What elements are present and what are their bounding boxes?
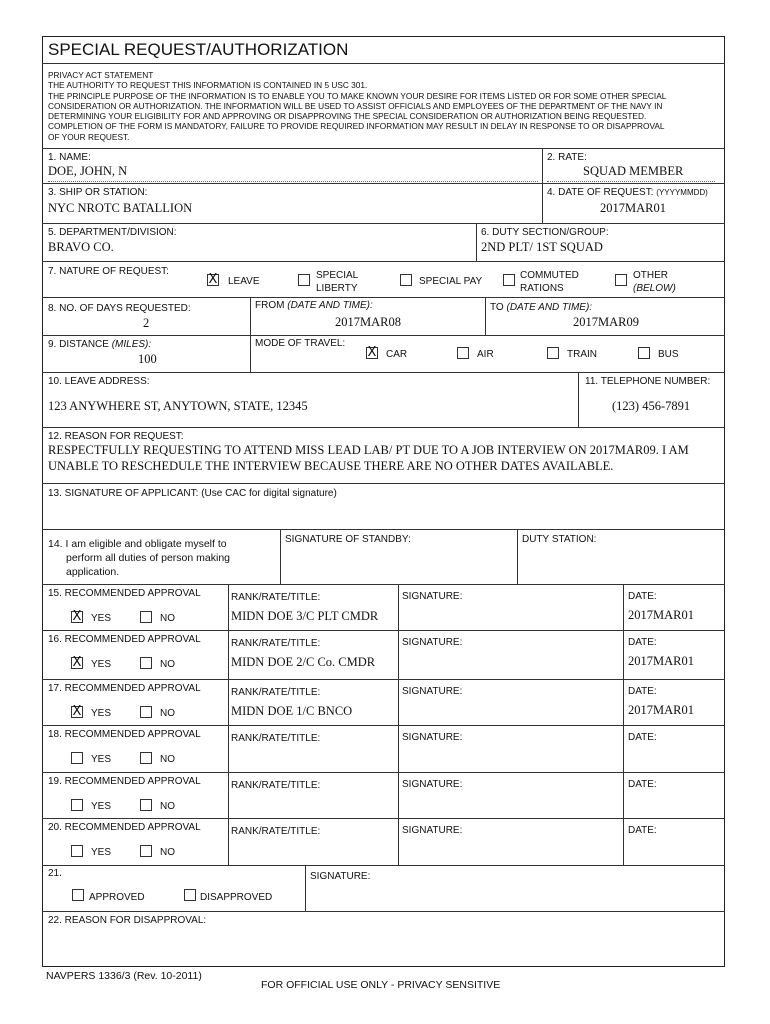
no-option: NO: [160, 659, 175, 670]
divider: [305, 865, 306, 911]
other-checkbox[interactable]: [615, 274, 627, 286]
privacy-heading: PRIVACY ACT STATEMENT: [48, 70, 154, 80]
car-option: CAR: [386, 349, 408, 360]
recommended-approval-label: 19. RECOMMENDED APPROVAL: [48, 776, 201, 787]
signature-label: SIGNATURE:: [402, 825, 463, 836]
special-pay-checkbox[interactable]: [400, 274, 412, 286]
distance-hint: (MILES):: [111, 339, 152, 350]
reason-field-line-2[interactable]: UNABLE TO RESCHEDULE THE INTERVIEW BECAUSE THERE ARE NO OTHER DATES AVAILABLE.: [48, 459, 614, 473]
divider: [42, 483, 725, 484]
mode-of-travel-label: MODE OF TRAVEL:: [255, 338, 346, 349]
approval-date-field[interactable]: 2017MAR01: [628, 608, 694, 622]
divider: [398, 584, 399, 630]
special-liberty-checkbox[interactable]: [298, 274, 310, 286]
to-label-text: TO: [490, 302, 504, 313]
divider: [476, 223, 477, 261]
signature-label: SIGNATURE:: [402, 686, 463, 697]
divider: [42, 529, 725, 530]
telephone-field[interactable]: (123) 456-7891: [612, 399, 691, 413]
divider: [42, 865, 725, 866]
reason-field-line-1[interactable]: RESPECTFULLY REQUESTING TO ATTEND MISS LEAD LAB/ PT DUE TO A JOB INTERVIEW ON 2017MAR09. I AM: [48, 443, 689, 457]
yes-checkbox[interactable]: [71, 799, 83, 811]
yes-option: YES: [91, 847, 112, 858]
final-signature-label: SIGNATURE:: [310, 871, 371, 882]
bus-checkbox[interactable]: [638, 347, 650, 359]
disapproval-reason-label: 22. REASON FOR DISAPPROVAL:: [48, 915, 207, 926]
leave-option: LEAVE: [228, 276, 260, 287]
no-option: NO: [160, 754, 175, 765]
to-hint: (DATE AND TIME):: [506, 302, 593, 313]
recommended-approval-label: 17. RECOMMENDED APPROVAL: [48, 683, 201, 694]
special-liberty-option: LIBERTY: [316, 283, 358, 294]
to-label: [490, 302, 592, 314]
no-checkbox[interactable]: [140, 611, 152, 623]
divider: [398, 679, 399, 725]
divider: [623, 818, 624, 865]
divider: [42, 261, 725, 262]
car-checkbox[interactable]: X: [367, 345, 377, 360]
divider: [42, 63, 725, 64]
standby-signature-label: SIGNATURE OF STANDBY:: [285, 534, 411, 545]
rank-rate-title-label: RANK/RATE/TITLE:: [231, 733, 321, 744]
from-label: [255, 300, 373, 312]
days-requested-field[interactable]: 2: [143, 316, 150, 330]
form-number: NAVPERS 1336/3 (Rev. 10-2011): [46, 970, 202, 982]
rank-rate-title-field[interactable]: MIDN DOE 1/C BNCO: [231, 704, 353, 718]
no-option: NO: [160, 847, 175, 858]
rank-rate-title-label: RANK/RATE/TITLE:: [231, 780, 321, 791]
approval-date-field[interactable]: 2017MAR01: [628, 654, 694, 668]
duty-station-label: DUTY STATION:: [522, 534, 597, 545]
divider: [485, 297, 486, 335]
leave-checkbox[interactable]: X: [208, 272, 218, 287]
eligibility-statement: perform all duties of person making: [66, 552, 230, 564]
no-checkbox[interactable]: [140, 845, 152, 857]
approved-option: APPROVED: [89, 892, 145, 903]
rate-field[interactable]: SQUAD MEMBER: [583, 164, 684, 178]
divider: [228, 818, 229, 865]
yes-option: YES: [91, 708, 112, 719]
no-checkbox[interactable]: [140, 706, 152, 718]
divider: [398, 725, 399, 772]
privacy-line: COMPLETION OF THE FORM IS MANDATORY, FAILURE TO PROVIDE REQUIRED INFORMATION MAY RESULT IN DELAY IN RESPONSE TO OR DISAPPROVAL: [48, 121, 665, 132]
ship-field[interactable]: NYC NROTC BATALLION: [48, 201, 193, 215]
date-label: DATE:: [628, 591, 657, 602]
commuted-rations-option: COMMUTED: [520, 270, 579, 281]
distance-field[interactable]: 100: [138, 352, 157, 366]
rate-label: 2. RATE:: [547, 152, 587, 163]
no-option: NO: [160, 801, 175, 812]
distance-label: [48, 339, 151, 351]
disapproved-checkbox[interactable]: [184, 889, 196, 901]
divider: [578, 372, 579, 427]
divider: [623, 725, 624, 772]
duty-section-field[interactable]: 2ND PLT/ 1ST SQUAD: [481, 240, 603, 254]
divider: [623, 630, 624, 679]
divider: [280, 529, 281, 585]
reason-label: 12. REASON FOR REQUEST:: [48, 431, 184, 442]
train-option: TRAIN: [567, 349, 597, 360]
commuted-rations-option: RATIONS: [520, 283, 564, 294]
signature-label: SIGNATURE:: [402, 637, 463, 648]
department-label: 5. DEPARTMENT/DIVISION:: [48, 227, 177, 238]
department-field[interactable]: BRAVO CO.: [48, 240, 114, 254]
leave-address-label: 10. LEAVE ADDRESS:: [48, 376, 150, 387]
from-date-field[interactable]: 2017MAR08: [335, 315, 401, 329]
to-date-field[interactable]: 2017MAR09: [573, 315, 639, 329]
train-checkbox[interactable]: [547, 347, 559, 359]
date-label: DATE:: [628, 825, 657, 836]
divider: [228, 679, 229, 725]
divider: [228, 584, 229, 630]
divider: [42, 223, 725, 224]
eligibility-statement: 14. I am eligible and obligate myself to: [48, 538, 227, 550]
other-option: OTHER: [633, 270, 668, 281]
divider: [228, 630, 229, 679]
yes-option: YES: [91, 659, 112, 670]
date-format-hint: (YYYYMMDD): [656, 188, 708, 197]
telephone-label: 11. TELEPHONE NUMBER:: [585, 376, 711, 387]
yes-checkbox[interactable]: X: [72, 704, 82, 719]
no-option: NO: [160, 708, 175, 719]
bus-option: BUS: [658, 349, 679, 360]
from-label-text: FROM: [255, 300, 285, 311]
divider: [398, 772, 399, 818]
rank-rate-title-label: RANK/RATE/TITLE:: [231, 826, 321, 837]
divider: [42, 372, 725, 373]
days-requested-label: 8. NO. OF DAYS REQUESTED:: [48, 303, 191, 314]
applicant-signature-label: 13. SIGNATURE OF APPLICANT: (Use CAC for digital signature): [48, 488, 337, 499]
ship-label: 3. SHIP OR STATION:: [48, 187, 148, 198]
privacy-line: OF YOUR REQUEST.: [48, 131, 130, 142]
rank-rate-title-label: RANK/RATE/TITLE:: [231, 638, 321, 649]
leave-address-field[interactable]: 123 ANYWHERE ST, ANYTOWN, STATE, 12345: [48, 399, 308, 413]
other-option: (BELOW): [633, 283, 676, 294]
recommended-approval-label: 16. RECOMMENDED APPROVAL: [48, 634, 201, 645]
duty-section-label: 6. DUTY SECTION/GROUP:: [481, 227, 609, 238]
privacy-line: CONSIDERATION OR AUTHORIZATION. THE INFORMATION WILL BE USED TO ASSIST OFFICIALS AND EMPLOYEES OF THE DEPARTMENT OF THE NAVY IN: [48, 100, 663, 111]
rank-rate-title-label: RANK/RATE/TITLE:: [231, 687, 321, 698]
distance-label-text: 9. DISTANCE: [48, 339, 109, 350]
divider: [42, 911, 725, 912]
divider: [42, 148, 725, 149]
date-of-request-field[interactable]: 2017MAR01: [600, 201, 666, 215]
air-option: AIR: [477, 349, 494, 360]
underline: [48, 181, 538, 182]
eligibility-statement: application.: [66, 566, 120, 578]
privacy-line: DETERMINING YOUR ELIGIBILITY FOR AND APPROVING OR DISAPPROVING THE SPECIAL CONSIDERATION OR AUTHORIZATION BEING REQUESTED.: [48, 111, 647, 122]
underline: [547, 181, 715, 182]
date-label: DATE:: [628, 686, 657, 697]
rank-rate-title-field[interactable]: MIDN DOE 3/C PLT CMDR: [231, 609, 379, 623]
divider: [228, 725, 229, 772]
divider: [42, 427, 725, 428]
name-label: 1. NAME:: [48, 152, 91, 163]
signature-label: SIGNATURE:: [402, 779, 463, 790]
yes-checkbox[interactable]: [71, 845, 83, 857]
yes-option: YES: [91, 613, 112, 624]
from-hint: (DATE AND TIME):: [287, 300, 373, 311]
divider: [623, 679, 624, 725]
recommended-approval-label: 20. RECOMMENDED APPROVAL: [48, 822, 201, 833]
divider: [42, 335, 725, 336]
no-option: NO: [160, 613, 175, 624]
recommended-approval-label: 18. RECOMMENDED APPROVAL: [48, 729, 201, 740]
no-checkbox[interactable]: [140, 657, 152, 669]
divider: [623, 772, 624, 818]
air-checkbox[interactable]: [457, 347, 469, 359]
form-title: SPECIAL REQUEST/AUTHORIZATION: [48, 40, 349, 59]
divider: [623, 584, 624, 630]
rank-rate-title-label: RANK/RATE/TITLE:: [231, 592, 321, 603]
divider: [42, 183, 725, 184]
special-pay-option: SPECIAL PAY: [419, 276, 483, 287]
approved-checkbox[interactable]: [72, 889, 84, 901]
date-label: DATE:: [628, 637, 657, 648]
divider: [398, 818, 399, 865]
divider: [228, 772, 229, 818]
divider: [250, 335, 251, 372]
divider: [542, 148, 543, 183]
yes-checkbox[interactable]: X: [72, 609, 82, 624]
yes-checkbox[interactable]: X: [72, 655, 82, 670]
recommended-approval-label: 15. RECOMMENDED APPROVAL: [48, 588, 201, 599]
name-field[interactable]: DOE, JOHN, N: [48, 164, 128, 178]
date-label: DATE:: [628, 779, 657, 790]
yes-checkbox[interactable]: [71, 752, 83, 764]
privacy-act-statement: [48, 70, 718, 142]
nature-label: 7. NATURE OF REQUEST:: [48, 266, 169, 277]
rank-rate-title-field[interactable]: MIDN DOE 2/C Co. CMDR: [231, 655, 376, 669]
signature-label: SIGNATURE:: [402, 591, 463, 602]
divider: [517, 529, 518, 585]
no-checkbox[interactable]: [140, 752, 152, 764]
privacy-line: THE AUTHORITY TO REQUEST THIS INFORMATION IS CONTAINED IN 5 USC 301.: [48, 80, 368, 91]
special-liberty-option: SPECIAL: [316, 270, 359, 281]
yes-option: YES: [91, 801, 112, 812]
privacy-notice: FOR OFFICIAL USE ONLY - PRIVACY SENSITIVE: [261, 979, 501, 991]
disapproved-option: DISAPPROVED: [200, 892, 273, 903]
date-of-request-label: [547, 187, 708, 199]
divider: [42, 297, 725, 298]
divider: [250, 297, 251, 335]
privacy-line: THE PRINCIPLE PURPOSE OF THE INFORMATION IS TO ENABLE YOU TO MAKE KNOWN YOUR DESIRE FOR ITEMS LISTED OR FOR SOME OTHER SPECIAL: [48, 90, 667, 101]
divider: [398, 630, 399, 679]
approval-date-field[interactable]: 2017MAR01: [628, 703, 694, 717]
divider: [542, 183, 543, 223]
date-label: DATE:: [628, 732, 657, 743]
no-checkbox[interactable]: [140, 799, 152, 811]
commuted-rations-checkbox[interactable]: [503, 274, 515, 286]
signature-label: SIGNATURE:: [402, 732, 463, 743]
item-21-label: 21.: [48, 868, 62, 879]
yes-option: YES: [91, 754, 112, 765]
date-label-text: 4. DATE OF REQUEST:: [547, 187, 654, 198]
